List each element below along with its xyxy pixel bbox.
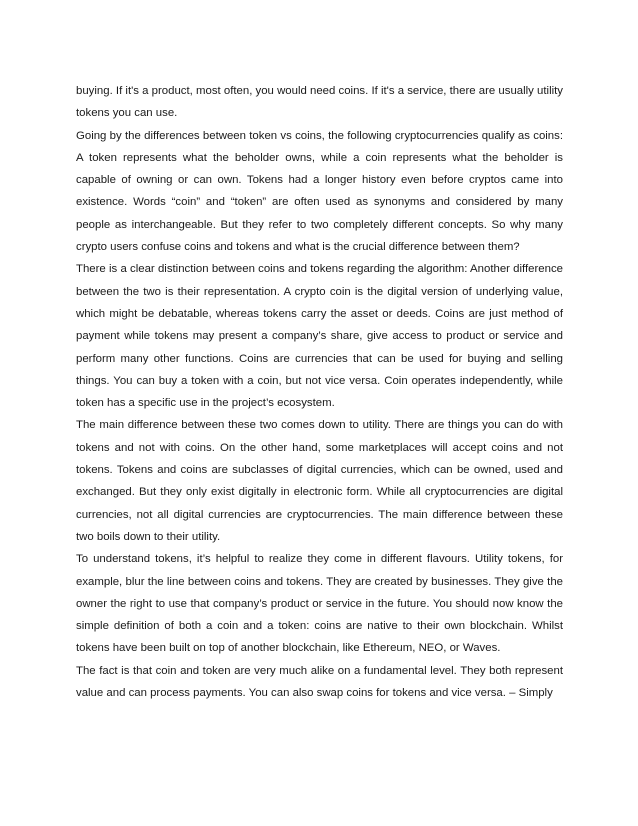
body-text: [76, 80, 563, 704]
paragraph: To understand tokens, it’s helpful to realize they come in different flavours. Utility tokens, for example, blur the line between coins and tokens. They are created by businesses. They give the owner the right to use that company’s product or service in the future. You should now know the simple definition of both a coin and a token: coins are native to their own blockchain. Whilst tokens have been built on top of another blockchain, like Ethereum, NEO, or Waves.: [76, 553, 563, 655]
paragraph: buying. If it's a product, most often, you would need coins. If it's a service, there are usually utility tokens you can use.: [76, 85, 563, 120]
paragraph: The main difference between these two comes down to utility. There are things you can do with tokens and not with coins. On the other hand, some marketplaces will accept coins and not tokens. Tokens and coins are subclasses of digital currencies, which can be owned, used and exchanged. But they only exist digitally in electronic form. While all cryptocurrencies are digital currencies, not all digital currencies are cryptocurrencies. The main difference between these two boils down to their utility.: [76, 419, 563, 543]
paragraph: Going by the differences between token vs coins, the following cryptocurrencies qualify as coins: A token represents what the beholder owns, while a coin represents what the beholder is capable of owning or can own. Tokens had a longer history even before cryptos came into existence. Words “coin” and “token” are often used as synonyms and considered by many people as interchangeable. But they refer to two completely different concepts. So why many crypto users confuse coins and tokens and what is the crucial difference between them?: [76, 129, 563, 254]
paragraph: The fact is that coin and token are very much alike on a fundamental level. They both represent value and can process payments. You can also swap coins for tokens and vice versa. – Simply: [76, 664, 563, 700]
paragraph: There is a clear distinction between coins and tokens regarding the algorithm: Another difference between the two is their representation. A crypto coin is the digital version of underlying value, which might be debatable, whereas tokens carry the asset or deeds. Coins are just method of payment while tokens may present a company’s share, give access to product or service and perform many other functions. Coins are currencies that can be used for buying and selling things. You can buy a token with a coin, but not vice versa. Coin operates independently, while token has a specific use in the project’s ecosystem.: [76, 263, 563, 410]
